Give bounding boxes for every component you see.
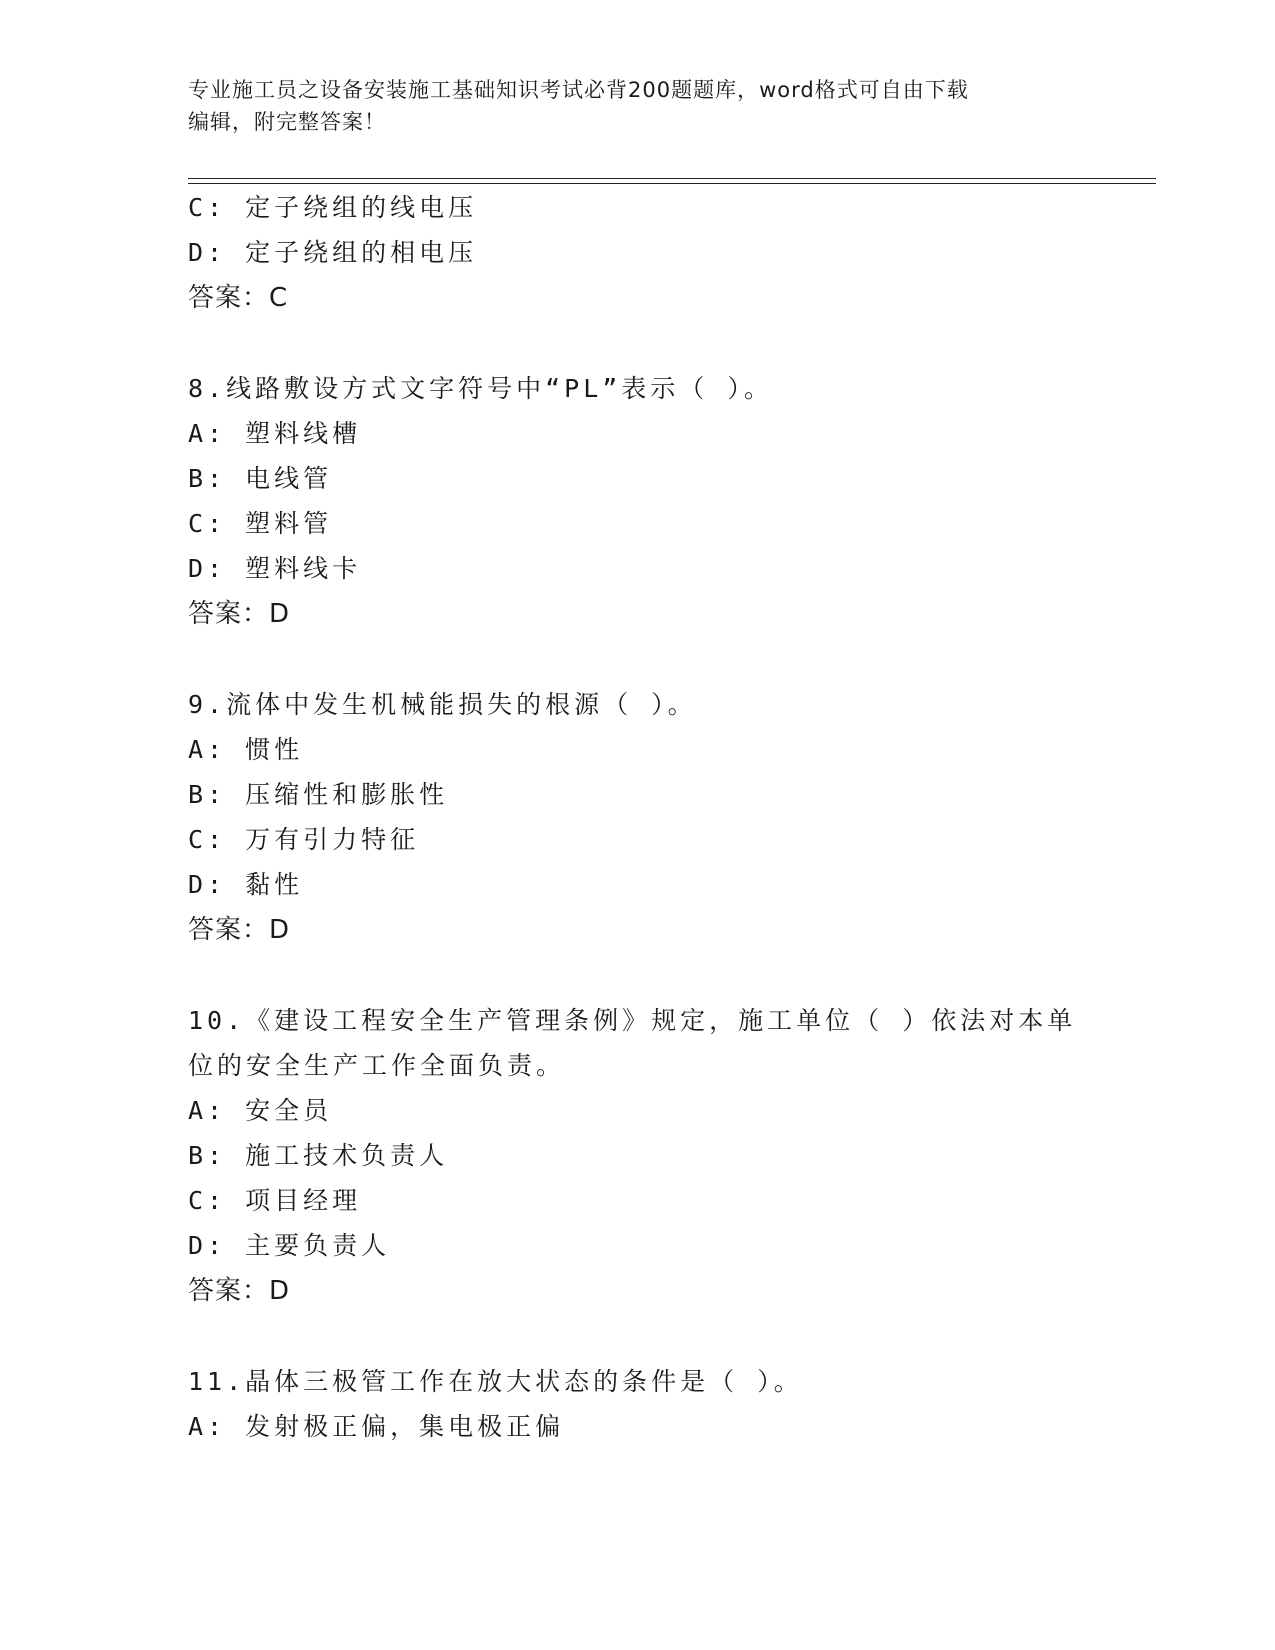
q8-question: 8.线路敷设方式文字符号中“PL”表示（ ）。 <box>188 374 773 403</box>
q7-option-c: C: 定子绕组的线电压 <box>188 193 478 222</box>
q9-question: 9.流体中发生机械能损失的根源（ ）。 <box>188 690 697 719</box>
q7-option-d: D: 定子绕组的相电压 <box>188 238 478 267</box>
q10-question-line-2: 位的安全生产工作全面负责。 <box>188 1051 566 1080</box>
q8-option-b: B: 电线管 <box>188 464 333 493</box>
q7-answer: 答案：C <box>188 283 289 313</box>
q9-option-d: D: 黏性 <box>188 870 304 899</box>
q9-answer: 答案：D <box>188 915 291 945</box>
q8-option-c: C: 塑料管 <box>188 509 333 538</box>
q10-option-b: B: 施工技术负责人 <box>188 1141 449 1170</box>
q10-question-line-1: 10.《建设工程安全生产管理条例》规定，施工单位（ ）依法对本单 <box>188 1006 1077 1035</box>
q10-option-d: D: 主要负责人 <box>188 1231 391 1260</box>
q11-question: 11.晶体三极管工作在放大状态的条件是（ ）。 <box>188 1367 803 1396</box>
q10-answer: 答案：D <box>188 1276 291 1306</box>
q8-answer: 答案：D <box>188 599 291 629</box>
q8-option-d: D: 塑料线卡 <box>188 554 362 583</box>
document-header <box>188 74 1068 138</box>
q10-option-c: C: 项目经理 <box>188 1186 362 1215</box>
q9-option-b: B: 压缩性和膨胀性 <box>188 780 449 809</box>
q11-option-a: A: 发射极正偏，集电极正偏 <box>188 1412 565 1441</box>
header-divider-bottom <box>188 183 1156 184</box>
header-line-1: 专业施工员之设备安装施工基础知识考试必背200题题库，word格式可自由下载 <box>188 78 969 102</box>
header-divider-top <box>188 178 1156 179</box>
q9-option-a: A: 惯性 <box>188 735 304 764</box>
header-line-2: 编辑，附完整答案！ <box>188 110 386 134</box>
q8-option-a: A: 塑料线槽 <box>188 419 362 448</box>
q10-option-a: A: 安全员 <box>188 1096 333 1125</box>
q9-option-c: C: 万有引力特征 <box>188 825 420 854</box>
